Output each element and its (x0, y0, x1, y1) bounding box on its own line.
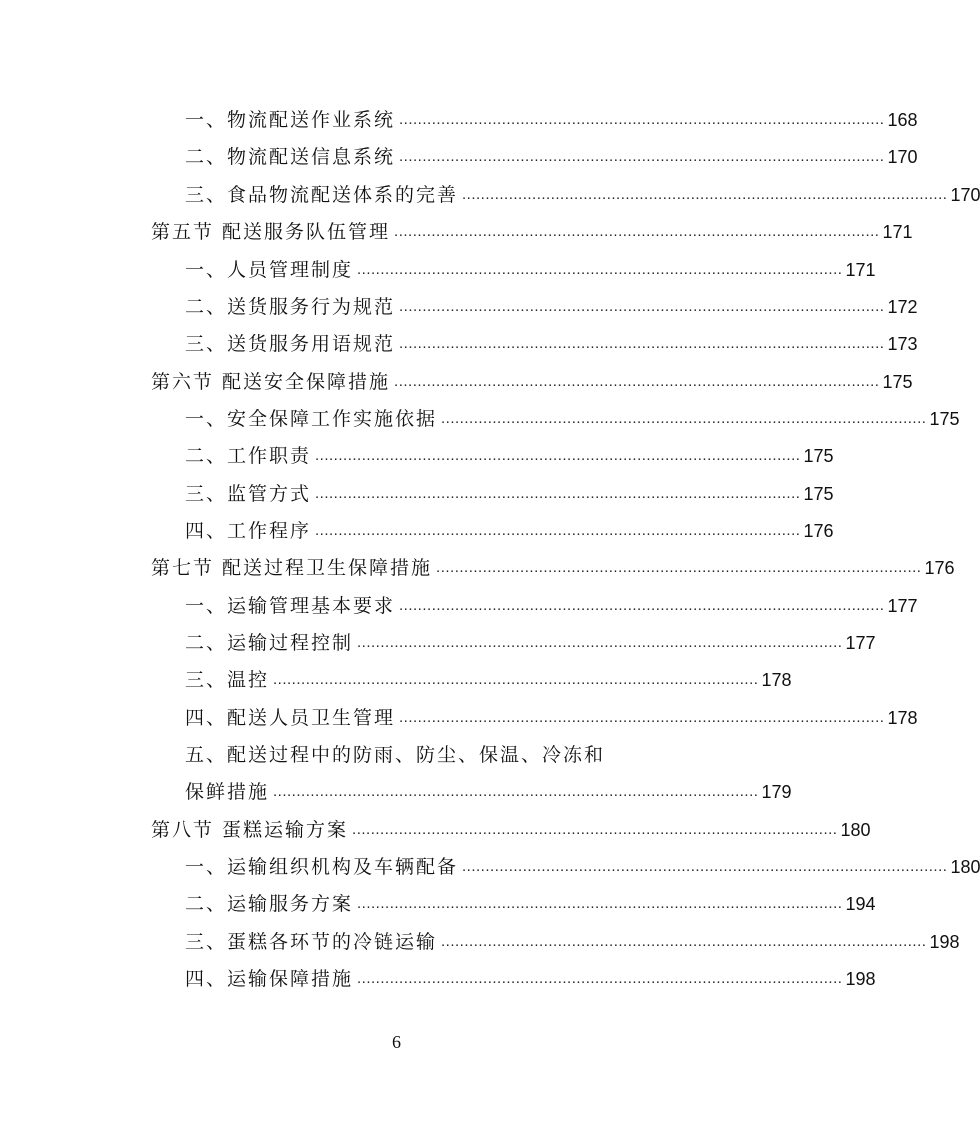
dot-leader: ........................................................................................................ (399, 709, 885, 726)
toc-entry-page: 178 (761, 670, 792, 690)
toc-entry-title: 三、蛋糕各环节的冷链运输 (185, 931, 438, 953)
toc-entry[interactable] (185, 704, 918, 732)
toc-entry[interactable] (185, 890, 876, 918)
toc-entry-title: 三、送货服务用语规范 (185, 333, 396, 355)
toc-entry-title: 四、工作程序 (185, 520, 312, 542)
toc-entry-page: 170 (950, 185, 980, 205)
dot-leader: ........................................................................................................ (357, 634, 843, 651)
toc-entry-title: 一、运输组织机构及车辆配备 (185, 856, 459, 878)
dot-leader: ........................................................................................................ (399, 298, 885, 315)
toc-entry-title: 第七节 配送过程卫生保障措施 (151, 557, 433, 579)
dot-leader: ........................................................................................................ (394, 223, 880, 240)
toc-entry-page: 171 (882, 222, 913, 242)
toc-entry-title: 四、运输保障措施 (185, 968, 354, 990)
dot-leader: ........................................................................................................ (462, 858, 948, 875)
dot-leader: ........................................................................................................ (462, 186, 948, 203)
toc-entry-title: 一、安全保障工作实施依据 (185, 408, 438, 430)
toc-entry-page: 176 (924, 558, 955, 578)
toc-section-entry[interactable] (151, 554, 955, 582)
toc-entry[interactable] (185, 517, 834, 545)
toc-entry[interactable] (185, 778, 792, 806)
dot-leader: ........................................................................................................ (315, 522, 801, 539)
toc-entry[interactable] (185, 442, 834, 470)
toc-entry-title: 二、物流配送信息系统 (185, 146, 396, 168)
toc-section-entry[interactable] (151, 816, 871, 844)
toc-entry[interactable] (185, 629, 876, 657)
toc-entry-page: 175 (882, 372, 913, 392)
toc-entry-page: 172 (887, 297, 918, 317)
toc-entry-title-line1[interactable]: 五、配送过程中的防雨、防尘、保温、冷冻和 (185, 744, 606, 766)
toc-entry-page: 198 (929, 932, 960, 952)
toc-entry-page: 180 (950, 857, 980, 877)
toc-entry-page: 179 (761, 782, 792, 802)
toc-entry-title: 保鲜措施 (185, 781, 270, 803)
toc-entry-title: 四、配送人员卫生管理 (185, 707, 396, 729)
toc-entry-title: 二、工作职责 (185, 445, 312, 467)
toc-entry-page: 175 (803, 484, 834, 504)
dot-leader: ........................................................................................................ (357, 895, 843, 912)
toc-entry-page: 177 (845, 633, 876, 653)
dot-leader: ........................................................................................................ (273, 783, 759, 800)
page-number: 6 (392, 1032, 401, 1052)
toc-entry[interactable] (185, 965, 876, 993)
toc-entry-title: 一、运输管理基本要求 (185, 595, 396, 617)
toc-entry-page: 171 (845, 260, 876, 280)
toc-entry[interactable] (185, 666, 792, 694)
toc-entry-title: 二、送货服务行为规范 (185, 296, 396, 318)
toc-entry-title: 三、温控 (185, 669, 270, 691)
toc-section-entry[interactable] (151, 368, 913, 396)
toc-entry-page: 173 (887, 334, 918, 354)
toc-entry[interactable] (185, 853, 980, 881)
toc-section-entry[interactable] (151, 218, 913, 246)
toc-entry-title: 二、运输过程控制 (185, 632, 354, 654)
dot-leader: ........................................................................................................ (315, 485, 801, 502)
toc-entry[interactable] (185, 405, 960, 433)
toc-entry[interactable] (185, 928, 960, 956)
toc-entry-page: 168 (887, 110, 918, 130)
toc-entry-page: 175 (803, 446, 834, 466)
toc-entry-page: 178 (887, 708, 918, 728)
toc-entry-title: 一、人员管理制度 (185, 259, 354, 281)
toc-entry[interactable] (185, 256, 876, 284)
toc-entry[interactable] (185, 330, 918, 358)
toc-entry-page: 177 (887, 596, 918, 616)
dot-leader: ........................................................................................................ (441, 410, 927, 427)
toc-entry[interactable] (185, 181, 980, 209)
toc-entry-title: 第六节 配送安全保障措施 (151, 371, 391, 393)
dot-leader: ........................................................................................................ (399, 111, 885, 128)
toc-entry-title: 第五节 配送服务队伍管理 (151, 221, 391, 243)
toc-entry-title: 二、运输服务方案 (185, 893, 354, 915)
toc-entry-title: 三、监管方式 (185, 483, 312, 505)
dot-leader: ........................................................................................................ (394, 373, 880, 390)
toc-entry[interactable] (185, 480, 834, 508)
toc-entry[interactable] (185, 293, 918, 321)
toc-entry-title: 三、食品物流配送体系的完善 (185, 184, 459, 206)
toc-entry[interactable] (185, 592, 918, 620)
dot-leader: ........................................................................................................ (441, 933, 927, 950)
toc-entry-page: 194 (845, 894, 876, 914)
dot-leader: ........................................................................................................ (399, 335, 885, 352)
toc-entry[interactable] (185, 106, 918, 134)
dot-leader: ........................................................................................................ (399, 597, 885, 614)
dot-leader: ........................................................................................................ (315, 447, 801, 464)
toc-entry-title: 一、物流配送作业系统 (185, 109, 396, 131)
toc-entry-page: 170 (887, 147, 918, 167)
toc-entry-page: 180 (840, 820, 871, 840)
dot-leader: ........................................................................................................ (273, 671, 759, 688)
toc-entry-page: 198 (845, 969, 876, 989)
dot-leader: ........................................................................................................ (357, 970, 843, 987)
toc-entry-title: 第八节 蛋糕运输方案 (151, 819, 349, 841)
toc-entry-page: 176 (803, 521, 834, 541)
dot-leader: ........................................................................................................ (352, 821, 838, 838)
toc-entry[interactable] (185, 143, 918, 171)
dot-leader: ........................................................................................................ (436, 559, 922, 576)
dot-leader: ........................................................................................................ (399, 148, 885, 165)
dot-leader: ........................................................................................................ (357, 261, 843, 278)
toc-entry-page: 175 (929, 409, 960, 429)
